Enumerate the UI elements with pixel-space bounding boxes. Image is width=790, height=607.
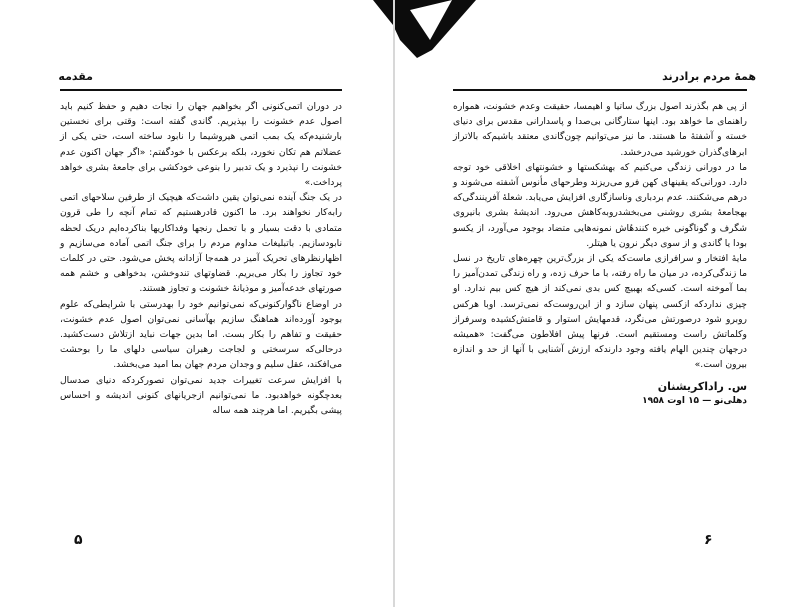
- right-page-number: ۶: [704, 532, 713, 548]
- left-paragraph: در دوران اتمی‌کنونی اگر بخواهیم جهان را نجات دهیم و حفظ کنیم باید اصول عدم خشونت را بپذیریم. گاندی گفته است: وقتی برای نخستین بارشنیدم‌که یک بمب اتمی هیروشیما را نابود ساخته است، حتی یکی از عضلاتم هم تکان نخورد، بلکه برعکس با خودگفتم: «اگر جهان اکنون عدم خشونت را نپذیرد و یک تدبیر را بنوعی خودکشی برای جامعهٔ بشری خواهد پرداخت.»: [60, 101, 342, 189]
- left-paragraph: در یک جنگ آینده نمی‌توان یقین داشت‌که هیچیک از طرفین سلاحهای اتمی رابه‌کار نخواهند برد. ما اکنون قادرهستیم که تمام آنچه را طی قرون متمادی با دقت بسیار و با تحمل رنجها وفداکاریها بناکرده‌ایم دریک لحظه نابودسازیم. باتبلیغات مداوم مردم را برای جنگ اتمی آماده می‌سازیم و اظهارنظرهای تحریک آمیز در همه‌جا آزادانه پخش می‌شود. حتی در کلمات خود تجاوز را بکار می‌بریم. قضاوتهای تندوخشن، بدخواهی و خشم همه صورتهای خدعه‌آمیز و موذیانهٔ خشونت و تجاوز هستند.: [60, 192, 342, 295]
- signature-place-date: دهلی‌نو — ۱۵ اوت ۱۹۵۸: [642, 395, 747, 406]
- right-paragraph: مایهٔ افتخار و سرافرازی ماست‌که یکی از بزرگ‌ترین چهره‌های تاریخ در نسل ما زندگی‌کرده، در میان ما راه رفته، با ما حرف زده، و راه زندگی تمدن‌آمیز را بما آموخته است. کسی‌که بهبیچ کس بدی نمی‌کند از هیچ کس بیم ندارد. او چیزی ندارد‌که ازکسی پنهان سازد و از این‌روست‌که نمی‌ترسد. اوبا هرکس روبرو شود درصورتش می‌نگرد، قدمهایش استوار و قامتش‌کشیده وسرفراز وکلماتش راست ومستقیم است. فرنها پیش افلاطون می‌گفت: «همیشه درجهان چندین الهام یافته وجود دارندکه ارزش آشنایی با آنها از حد و اندازه بیرون است.»: [453, 253, 747, 371]
- signature: س. راداکریشنان: [657, 379, 747, 393]
- right-paragraph: از پی هم بگذرند اصول بزرگ ساتیا و اهیمسا، حقیقت وعدم خشونت، همواره راهنمای ما خواهد بود. اینها ستارگانی بی‌صدا و پاسدارانی مقدس برای دنیای خسته و آشفتهٔ ما هستند. ما نیز می‌توانیم چون‌گاندی معتقد باشیم‌که بالاتراز ابرهای‌گذران خورشید می‌درخشد.: [453, 101, 747, 158]
- left-paragraph: در اوضاع ناگوارکنونی‌که نمی‌توانیم خود را بهدرستی با شرایطی‌که علوم بوجود آورده‌اند هماهنگ سازیم بهآسانی نمی‌توان اصول عدم خشونت، حقیقت و تفاهم را بکار بست. اما بدین جهات نباید ازتلاش دست‌کشید. درحالی‌که سرسختی و لجاجت رهبران سیاسی دلهای ما را بوحشت می‌افکند، عقل سلیم و وجدان مردم جهان بما امید می‌بخشد.: [60, 298, 342, 371]
- left-paragraph: با افزایش سرعت تغییرات جدید نمی‌توان تصورکردکه دنیای صدسال بعدچگونه خواهدبود. ما نمی‌توانیم ازجریانهای کنونی اندیشه و احساس پیشی بگیریم. اما هرچند همه ساله: [60, 374, 342, 417]
- right-page-header: همهٔ مردم برادرند: [662, 70, 756, 83]
- left-page-header: مقدمه: [58, 70, 93, 83]
- right-page-body: [453, 99, 747, 409]
- right-page: [397, 0, 790, 607]
- left-page-number: ۵: [74, 532, 83, 548]
- right-paragraph: ما در دورانی زندگی می‌کنیم که بهشکستها و خشونتهای اخلاقی خود توجه دارد. دورانی‌که یقینهای کهن فرو می‌ریزند وطرحهای مأنوس آشفته می‌شوند و درهم می‌شکنند. عدم بردباری وناسازگاری افزایش می‌یابد. شعلهٔ آفرینندگی‌که بهجامعهٔ بشری روشنی می‌بخشدروبه‌کاهش می‌رود. اندیشهٔ بشری بانیروی شگرف و گوناگونی خیره کنندهٔاش نمونه‌هایی متضاد بوجود می‌آورد، از یکسو بودا یا گاندی و از سوی دیگر نرون یا هیتلر.: [453, 161, 747, 249]
- page-gutter: [393, 0, 395, 607]
- left-header-rule: [60, 89, 342, 91]
- left-page: [0, 0, 393, 607]
- right-header-rule: [453, 89, 747, 91]
- left-page-body: [60, 99, 342, 418]
